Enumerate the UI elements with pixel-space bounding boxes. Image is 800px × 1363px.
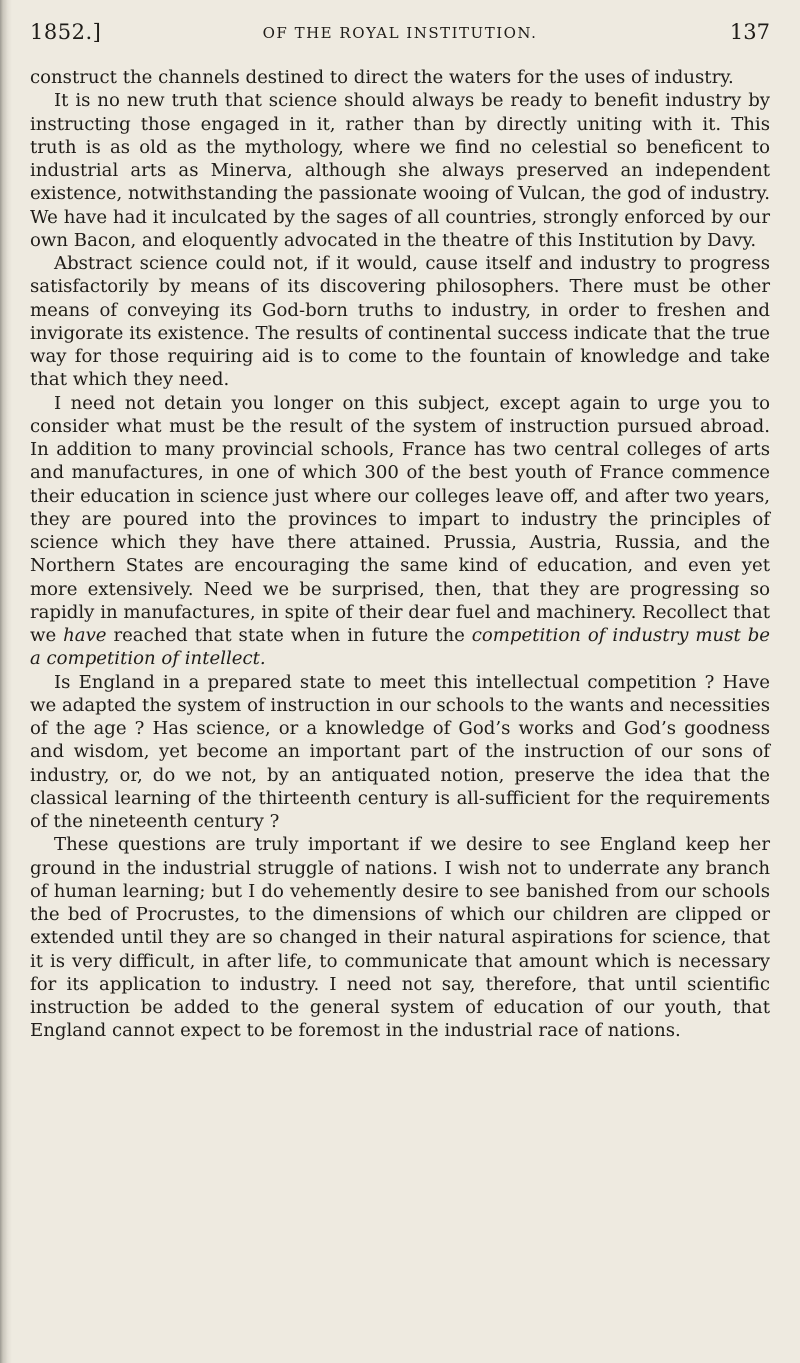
page-number: 137 (729, 20, 770, 44)
paragraph (30, 392, 770, 671)
italic-text: have (63, 625, 107, 646)
italic-text: competition of industry must be a competition of intellect. (30, 625, 770, 670)
running-header (30, 20, 770, 50)
paragraph (30, 66, 770, 89)
paragraph-text: Abstract science could not, if it would, cause itself and industry to progress satisfactorily by means of its discovering philosophers. There must be other means of conveying its God-born truths to industry, in order to freshen and invigorate its existence. The results of continental success indicate that the true way for those requiring aid is to come to the fountain of knowledge and take that which they need. (30, 253, 770, 391)
page-binding-edge (0, 0, 12, 1363)
paragraph (30, 833, 770, 1042)
paragraph-text: reached that state when in future the (106, 625, 472, 646)
paragraph (30, 671, 770, 834)
paragraph (30, 252, 770, 392)
paragraph-text: I need not detain you longer on this subject, except again to urge you to consider what must be the result of the system of instruction pursued abroad. In addition to many provincial schools, France has two central colleges of arts and manufactures, in one of which 300 of the best youth of France commence their education in science just where our colleges leave off, and after two years, they are poured into the provinces to impart to industry the principles of science which they have there attained. Prussia, Austria, Russia, and the Northern States are encouraging the same kind of education, and even yet more extensively. Need we be surprised, then, that they are progressing so rapidly in manufactures, in spite of their dear fuel and machinery. Recollect that we (30, 392, 770, 646)
paragraph-text: construct the channels destined to direct the waters for the uses of industry. (30, 67, 734, 88)
header-year: 1852.] (30, 20, 102, 44)
paragraph-text: It is no new truth that science should always be ready to benefit industry by instructing those engaged in it, rather than by directly uniting with it. This truth is as old as the mythology, where we find no celestial so beneficent to industrial arts as Minerva, although she always preserved an independent existence, notwithstanding the passionate wooing of Vulcan, the god of industry. We have had it inculcated by the sages of all countries, strongly enforced by our own Bacon, and eloquently advocated in the theatre of this Institution by Davy. (30, 90, 770, 251)
body-text (30, 66, 770, 1043)
paragraph-text: These questions are truly important if we desire to see England keep her ground in the industrial struggle of nations. I wish not to underrate any branch of human learning; but I do vehemently desire to see banished from our schools the bed of Procrustes, to the dimensions of which our children are clipped or extended until they are so changed in their natural aspirations for science, that it is very difficult, in after life, to communicate that amount which is necessary for its application to industry. I need not say, therefore, that until scientific instruction be added to the general system of education of our youth, that England cannot expect to be foremost in the industrial race of nations. (30, 834, 770, 1042)
paragraph (30, 89, 770, 252)
header-title: OF THE ROYAL INSTITUTION. (262, 24, 538, 42)
paragraph-text: Is England in a prepared state to meet this intellectual competition ? Have we adapted the system of instruction in our schools to the wants and necessities of the age ? Has science, or a knowledge of God’s works and God’s goodness and wisdom, yet become an important part of the instruction of our sons of industry, or, do we not, by an antiquated notion, preserve the idea that the classical learning of the thirteenth century is all-sufficient for the requirements of the nineteenth century ? (30, 671, 770, 832)
